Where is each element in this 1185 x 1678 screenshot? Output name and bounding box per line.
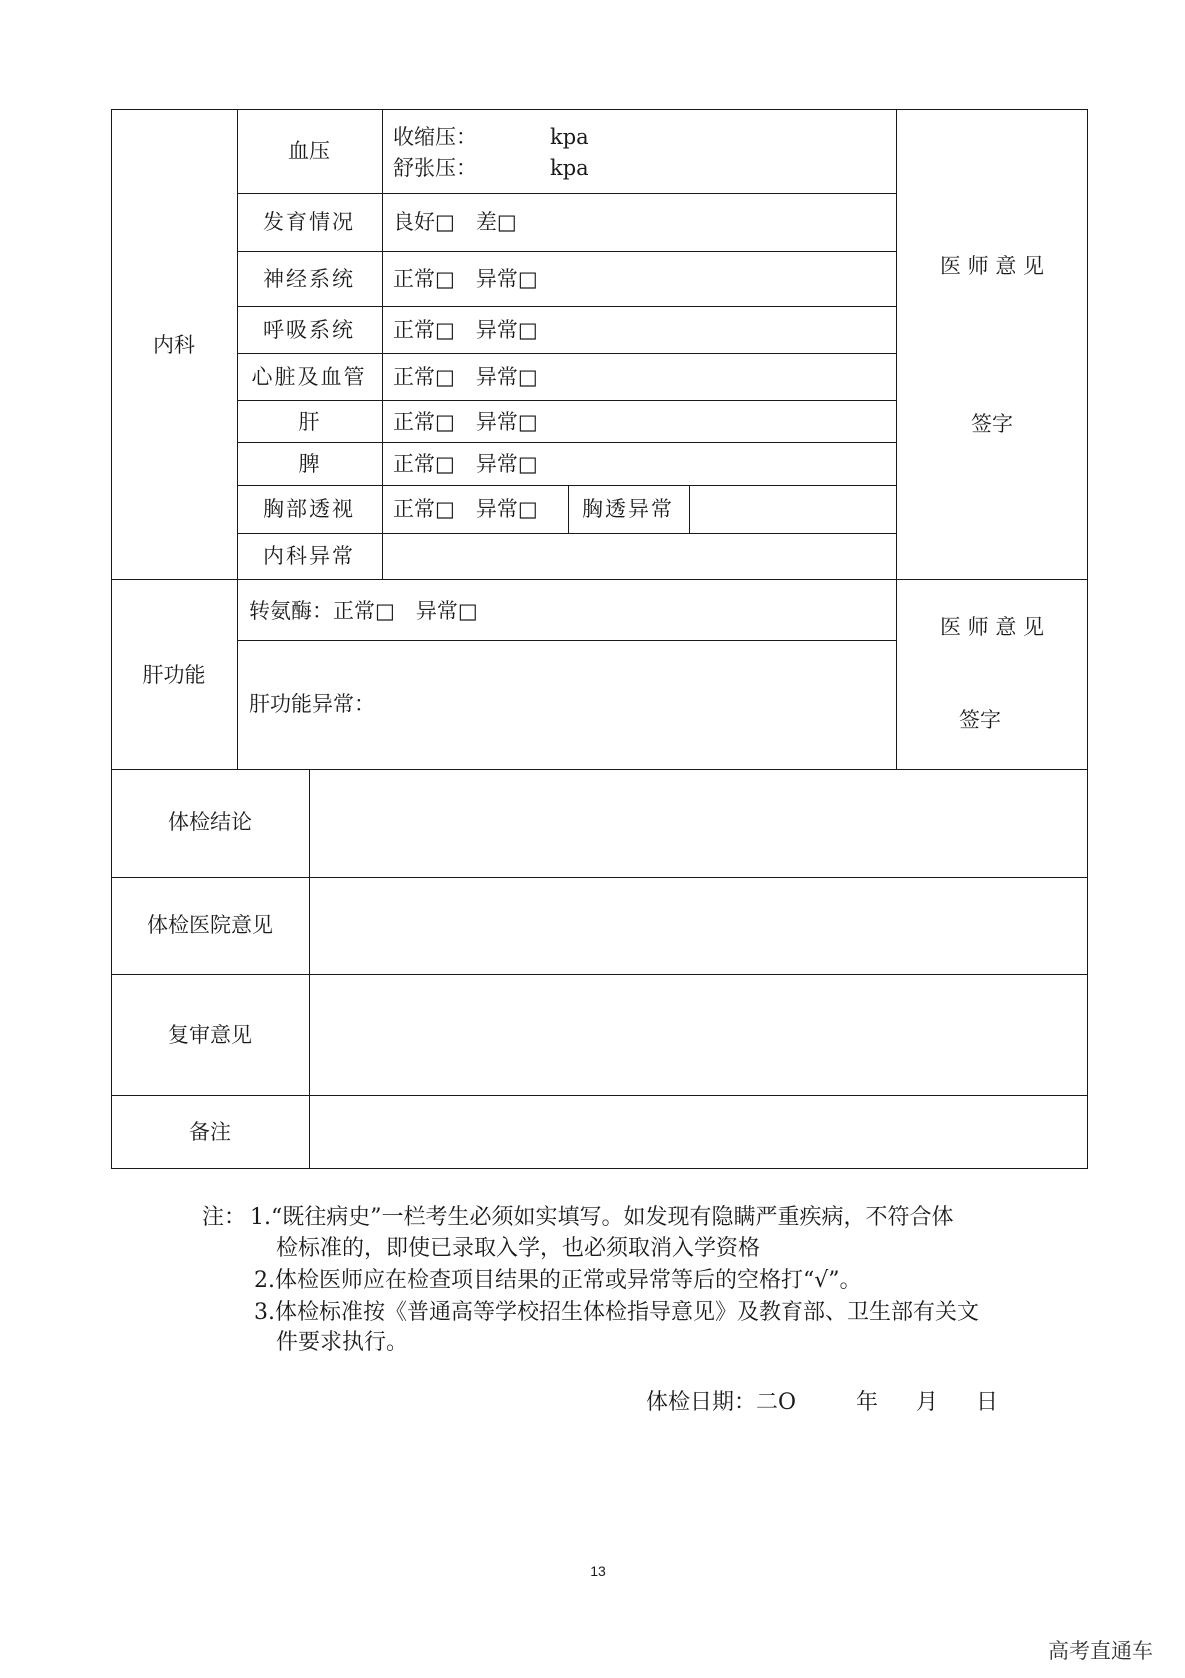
col-divider-xray-value [689, 485, 690, 534]
bp-label: 血压 [288, 139, 330, 163]
systolic-label: 收缩压： [393, 125, 477, 149]
exam-date-year: 年 [856, 1390, 879, 1415]
col-divider-category [237, 109, 238, 769]
note-line: 1.“既往病史”一栏考生必须如实填写。如发现有隐瞒严重疾病，不符合体 [250, 1205, 954, 1230]
row-label-chest-xray: 胸部透视 [263, 497, 355, 521]
row-value-development: 良好□ 差□ [393, 210, 517, 234]
note-line: 3.体检标准按《普通高等学校招生体检指导意见》及教育部、卫生部有关文 [254, 1300, 979, 1325]
bottom-label-review-opinion: 复审意见 [168, 1023, 252, 1047]
row-divider [237, 251, 896, 252]
bottom-label-hospital-opinion: 体检医院意见 [147, 913, 273, 937]
row-label-nervous: 神经系统 [263, 267, 355, 291]
section-divider-hospital [111, 877, 1088, 878]
row-label-development: 发育情况 [263, 210, 355, 234]
neike-label: 内科 [153, 333, 195, 357]
section-divider-remarks [111, 1095, 1088, 1096]
row-label-spleen: 脾 [298, 452, 320, 476]
row-divider [237, 640, 896, 641]
neike-signature: 签字 [971, 412, 1013, 436]
col-divider-opinion [896, 109, 897, 769]
notes-prefix: 注： [202, 1205, 247, 1230]
row-value-liver: 正常□ 异常□ [393, 410, 538, 434]
exam-date-day: 日 [976, 1390, 999, 1415]
section-divider-review [111, 974, 1088, 975]
row-divider [237, 353, 896, 354]
bottom-label-conclusion: 体检结论 [168, 810, 252, 834]
row-value-heart: 正常□ 异常□ [393, 365, 538, 389]
exam-date-label: 体检日期：二O [646, 1390, 797, 1415]
note-line: 检标准的，即使已录取入学，也必须取消入学资格 [276, 1236, 761, 1261]
note-line: 件要求执行。 [276, 1330, 409, 1355]
liver-enzyme: 转氨酶：正常□ 异常□ [249, 599, 478, 623]
row-label-heart: 心脏及血管 [251, 365, 367, 389]
exam-date-month: 月 [916, 1390, 939, 1415]
liver-abnormal-label: 肝功能异常： [249, 692, 375, 716]
xray-abnormal-label: 胸透异常 [582, 497, 674, 521]
liver-signature: 签字 [959, 708, 1001, 732]
row-value-respiratory: 正常□ 异常□ [393, 318, 538, 342]
note-line: 2.体检医师应在检查项目结果的正常或异常等后的空格打“√”。 [254, 1268, 862, 1293]
row-label-neike-abnormal: 内科异常 [263, 544, 355, 568]
diastolic-label: 舒张压： [393, 156, 477, 180]
col-divider-xray-label [568, 485, 569, 534]
row-divider [237, 442, 896, 443]
diastolic-unit: kpa [550, 156, 589, 180]
systolic-unit: kpa [550, 125, 589, 149]
row-label-respiratory: 呼吸系统 [263, 318, 355, 342]
row-divider [237, 193, 896, 194]
col-divider-item [382, 109, 383, 580]
section-divider-liver [111, 579, 1088, 580]
col-divider-bottom [309, 769, 310, 1169]
liver-label: 肝功能 [142, 663, 206, 687]
watermark: 高考直通车 [1048, 1639, 1153, 1663]
liver-doctor-opinion: 医 师 意 见 [939, 615, 1045, 639]
row-divider [237, 485, 896, 486]
row-value-spleen: 正常□ 异常□ [393, 452, 538, 476]
row-value-chest-xray: 正常□ 异常□ [393, 497, 538, 521]
row-divider [237, 400, 896, 401]
bottom-label-remarks: 备注 [189, 1120, 231, 1144]
row-divider [237, 533, 896, 534]
row-divider [237, 306, 896, 307]
neike-doctor-opinion: 医 师 意 见 [939, 254, 1045, 278]
row-label-liver: 肝 [298, 410, 320, 434]
page-number: 13 [590, 1563, 606, 1579]
section-divider-conclusion [111, 769, 1088, 770]
row-value-nervous: 正常□ 异常□ [393, 267, 538, 291]
